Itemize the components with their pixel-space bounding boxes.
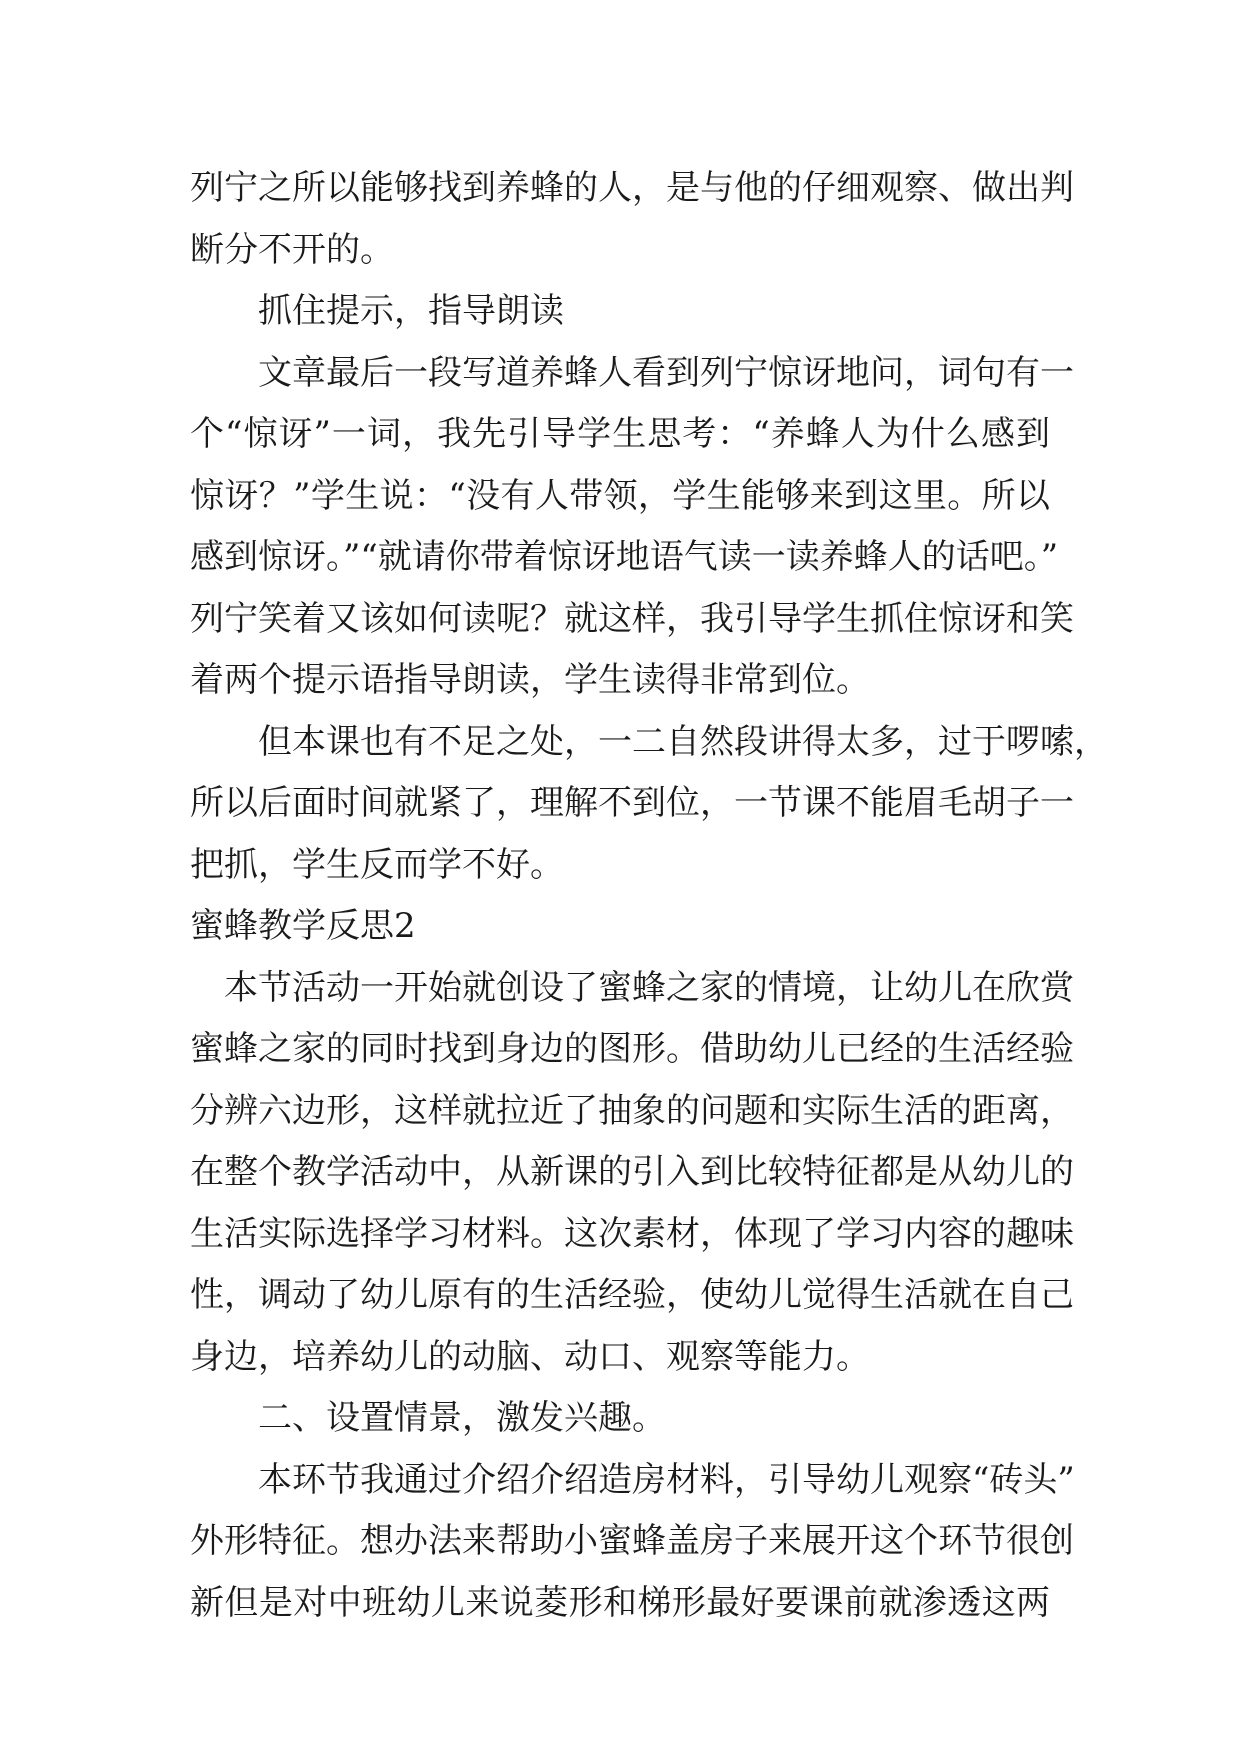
paragraph-line: 感到惊讶。”“就请你带着惊讶地语气读一读养蜂人的话吧。”: [190, 537, 1059, 577]
paragraph-line: 分辨六边形，这样就拉近了抽象的问题和实际生活的距离，: [190, 1090, 1074, 1131]
paragraph-line: 生活实际选择学习材料。这次素材，体现了学习内容的趣味: [190, 1213, 1074, 1254]
paragraph-line: 把抓，学生反而学不好。: [190, 844, 564, 885]
paragraph-line: 断分不开的。: [190, 229, 394, 270]
paragraph-line: 个“惊讶”一词，我先引导学生思考：“养蜂人为什么感到: [190, 414, 1050, 454]
paragraph-line: 所以后面时间就紧了，理解不到位，一节课不能眉毛胡子一: [190, 783, 1074, 823]
paragraph-line: 列宁笑着又该如何读呢？就这样，我引导学生抓住惊讶和笑: [190, 598, 1074, 639]
section-subheading: 抓住提示，指导朗读: [258, 291, 564, 331]
section-subheading: 二、设置情景，激发兴趣。: [258, 1398, 666, 1438]
paragraph-line: 本节活动一开始就创设了蜜蜂之家的情境，让幼儿在欣赏: [224, 967, 1074, 1008]
paragraph-line: 在整个教学活动中，从新课的引入到比较特征都是从幼儿的: [190, 1152, 1074, 1192]
paragraph-line: 本环节我通过介绍介绍造房材料，引导幼儿观察“砖头”: [258, 1459, 1075, 1500]
paragraph-line: 列宁之所以能够找到养蜂的人，是与他的仔细观察、做出判: [190, 168, 1074, 208]
paragraph-line: 着两个提示语指导朗读，学生读得非常到位。: [190, 660, 870, 700]
paragraph-line: 惊讶？”学生说：“没有人带领，学生能够来到这里。所以: [190, 475, 1050, 516]
paragraph-line: 新但是对中班幼儿来说菱形和梯形最好要课前就渗透这两: [190, 1582, 1050, 1623]
paragraph-line: 身边，培养幼儿的动脑、动口、观察等能力。: [190, 1336, 870, 1377]
paragraph-line: 文章最后一段写道养蜂人看到列宁惊讶地问，词句有一: [258, 352, 1074, 393]
paragraph-line: 外形特征。想办法来帮助小蜜蜂盖房子来展开这个环节很创: [190, 1521, 1074, 1561]
document-body: [190, 158, 1108, 1634]
paragraph-line: 性，调动了幼儿原有的生活经验，使幼儿觉得生活就在自己: [190, 1275, 1074, 1315]
paragraph-line: 蜜蜂之家的同时找到身边的图形。借助幼儿已经的生活经验: [190, 1029, 1074, 1069]
paragraph-line: 但本课也有不足之处，一二自然段讲得太多，过于啰嗦，: [258, 721, 1108, 762]
section-title: 蜜蜂教学反思2: [190, 906, 416, 946]
